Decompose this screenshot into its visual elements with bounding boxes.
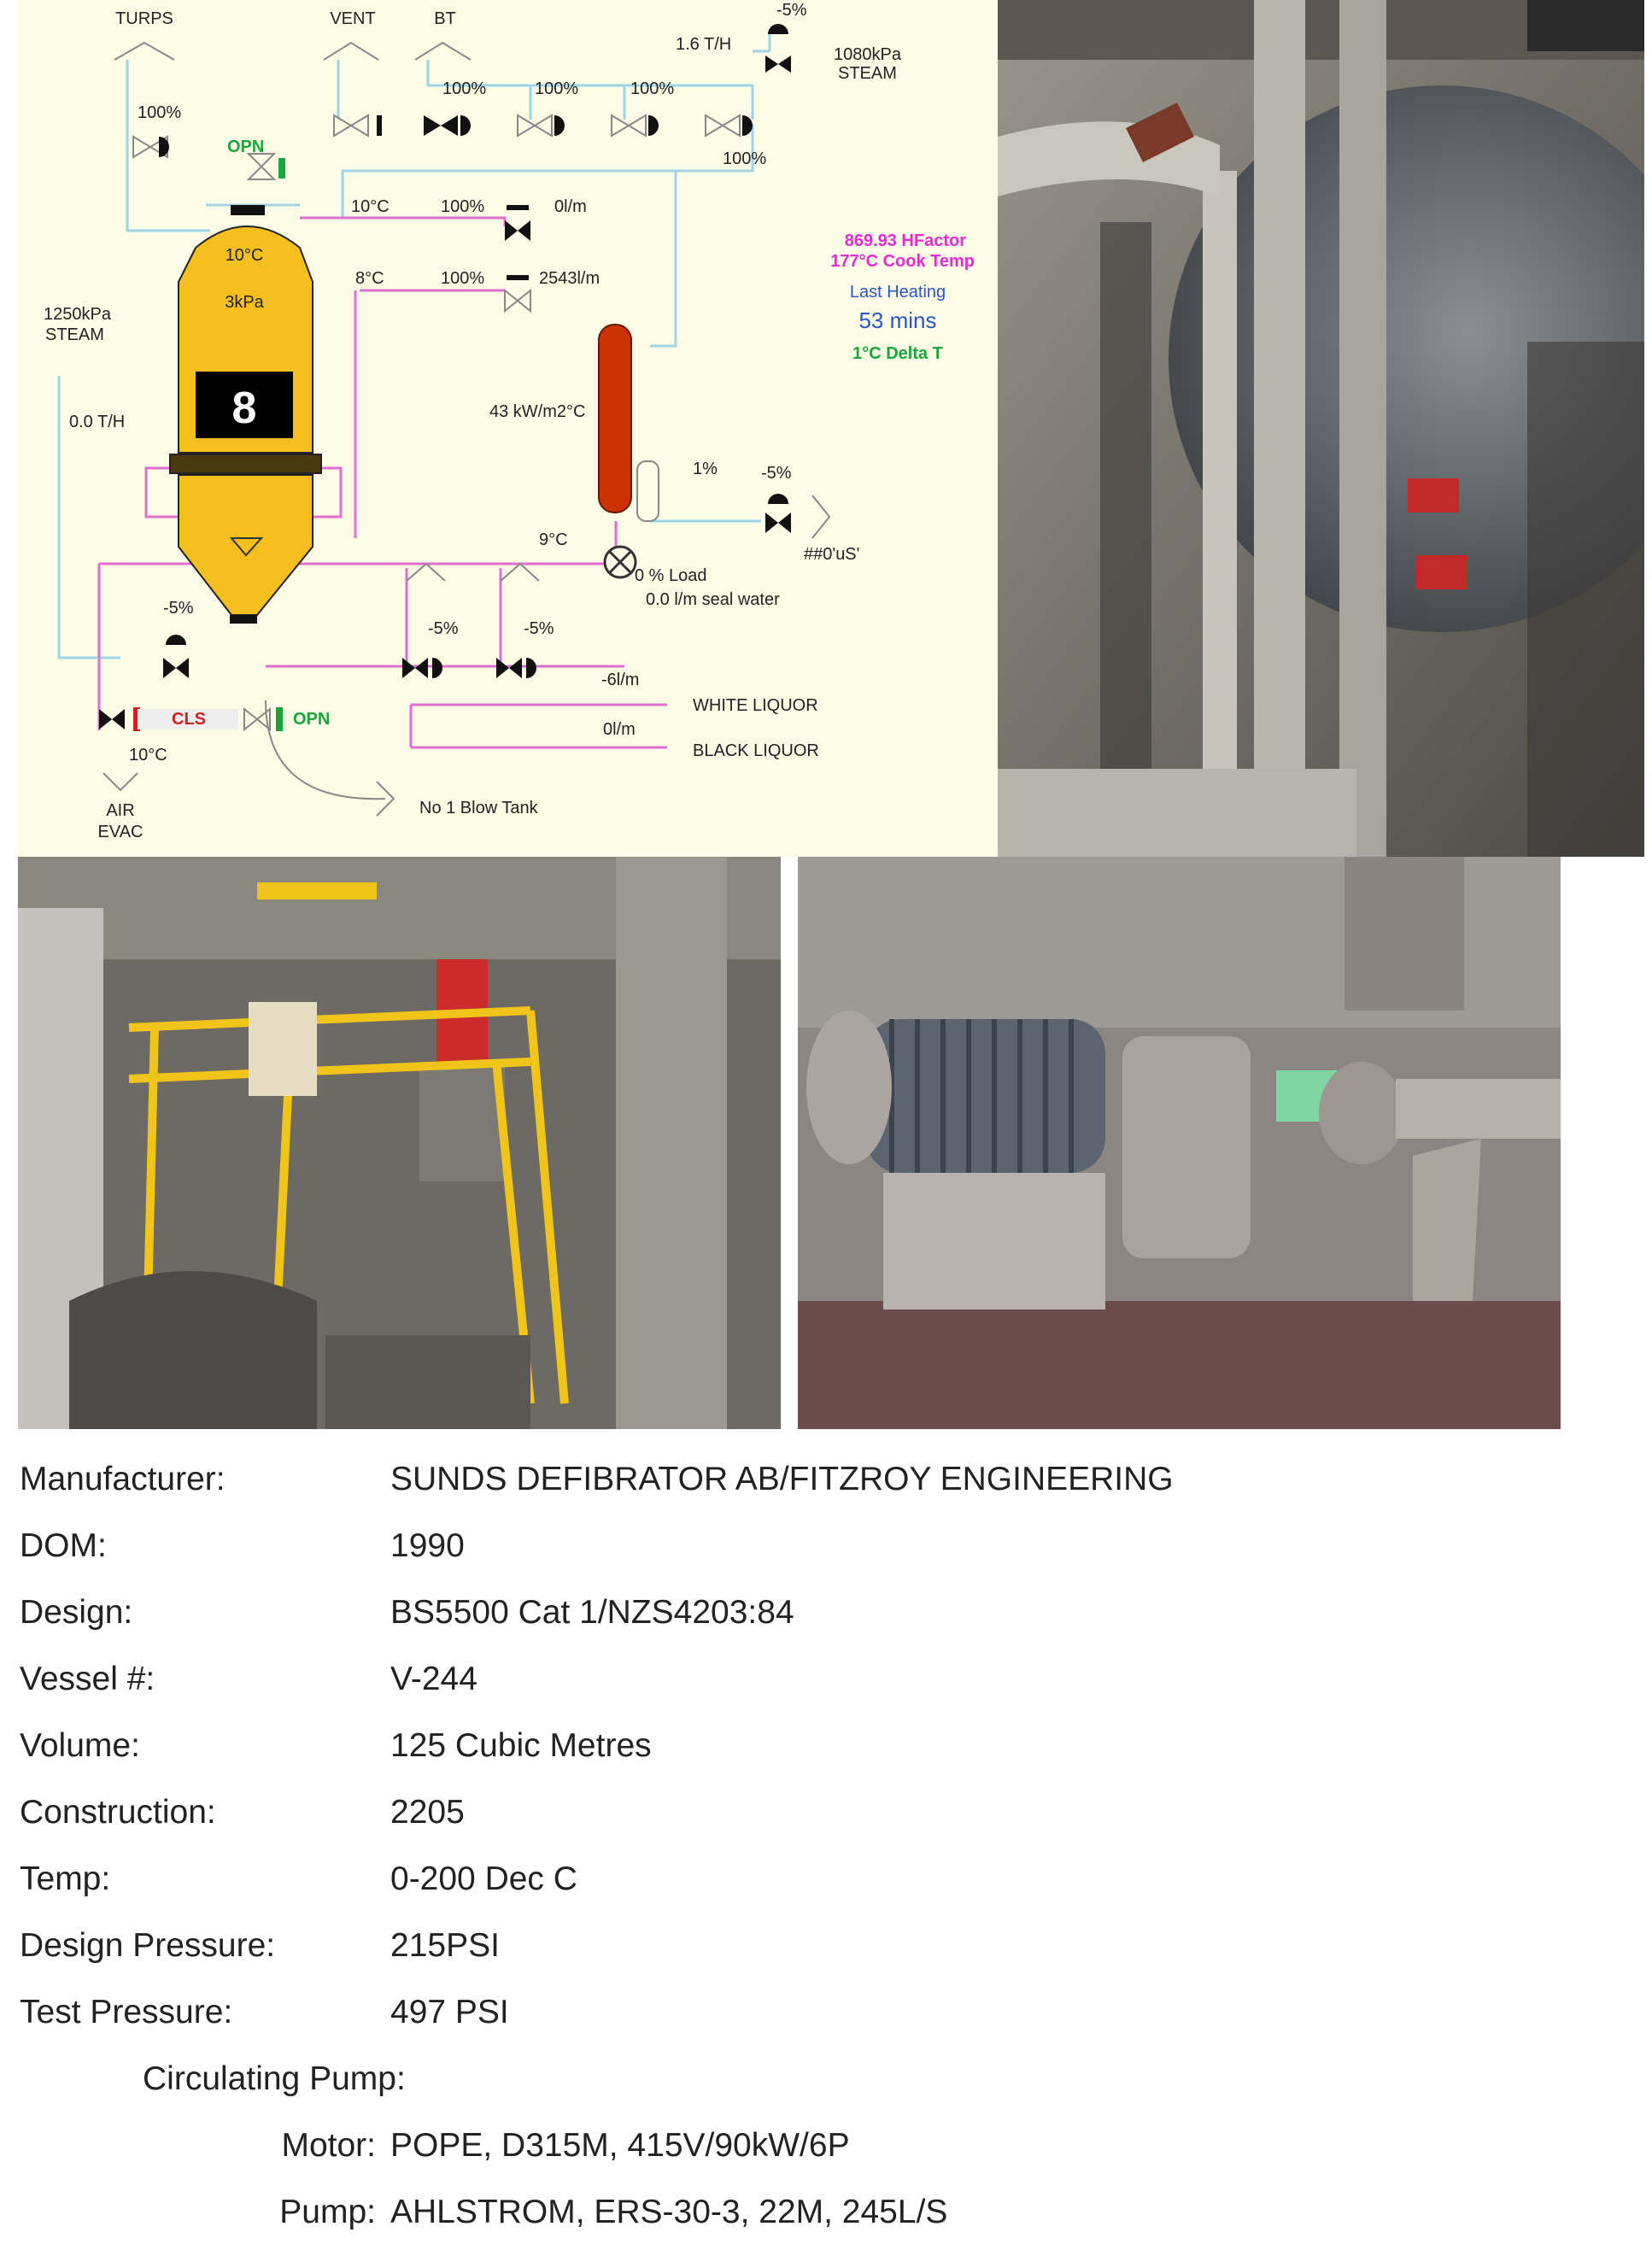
pump-heading: Circulating Pump: [143, 2060, 406, 2097]
label-flow-0: 0l/m [554, 197, 587, 216]
label-opn-top: OPN [227, 138, 265, 156]
motor-value: POPE, D315M, 415V/90kW/6P [390, 2127, 850, 2164]
label-flow-2543: 2543l/m [539, 269, 600, 288]
label-vent: VENT [330, 9, 376, 28]
spec-label-design-pressure: Design Pressure: [20, 1927, 276, 1964]
pump-label: Pump: [279, 2194, 376, 2230]
label-steam-1250: 1250kPa [44, 305, 111, 324]
spec-value-construction: 2205 [390, 1794, 465, 1831]
label-vessel-press: 3kPa [225, 293, 264, 312]
label-pct-e: 100% [441, 197, 485, 216]
spec-label-temp: Temp: [20, 1860, 111, 1897]
label-neg5-right: -5% [761, 464, 792, 483]
label-t9: 9°C [539, 530, 568, 549]
label-steam-flow-top: 1.6 T/H [676, 35, 732, 54]
label-vessel-temp: 10°C [225, 246, 264, 265]
label-evac: EVAC [97, 823, 144, 841]
spec-label-test-pressure: Test Pressure: [20, 1994, 233, 2030]
label-pct-f: 100% [441, 269, 485, 288]
process-diagram [18, 0, 998, 857]
spec-label-manufacturer: Manufacturer: [20, 1461, 226, 1497]
spec-label-design: Design: [20, 1594, 133, 1631]
spec-label-volume: Volume: [20, 1727, 140, 1764]
label-turps: TURPS [115, 9, 173, 28]
label-pct-1: 1% [693, 460, 718, 478]
label-last-heating: Last Heating [849, 283, 946, 302]
spec-value-design-pressure: 215PSI [390, 1927, 500, 1964]
label-pct-c: 100% [630, 79, 675, 98]
label-t8: 8°C [355, 269, 384, 288]
spec-value-temp: 0-200 Dec C [390, 1860, 577, 1897]
label-cook-temp: 177°C Cook Temp [830, 252, 975, 271]
label-steam-flow-left: 0.0 T/H [69, 413, 126, 431]
label-neg5-top: -5% [776, 1, 807, 20]
pump-value: AHLSTROM, ERS-30-3, 22M, 245L/S [390, 2194, 948, 2230]
label-neg5-mid1: -5% [428, 619, 459, 638]
spec-value-test-pressure: 497 PSI [390, 1994, 509, 2030]
spec-value-design: BS5500 Cat 1/NZS4203:84 [390, 1594, 794, 1631]
label-flow-0b: 0l/m [603, 720, 636, 739]
label-bt: BT [434, 9, 456, 28]
digester-vessel-photo [998, 0, 1644, 857]
label-pct-d: 100% [723, 149, 767, 168]
label-steam-word-left: STEAM [45, 325, 104, 344]
label-t10: 10°C [351, 197, 390, 216]
label-pct-a: 100% [442, 79, 487, 98]
label-opn-bottom: OPN [293, 710, 331, 729]
label-us-readout: ##0'uS' [804, 545, 860, 564]
circulating-pump-photo [798, 857, 1561, 1429]
label-neg5-left: -5% [163, 599, 194, 618]
label-cls: CLS [172, 710, 206, 729]
spec-label-vessel-number: Vessel #: [20, 1661, 155, 1697]
vessel-number: 8 [231, 384, 257, 433]
valve-platform-photo [18, 857, 781, 1429]
spec-label-dom: DOM: [20, 1527, 107, 1564]
motor-label: Motor: [281, 2127, 376, 2164]
label-steam-word-top: STEAM [838, 64, 897, 83]
label-blow-tank: No 1 Blow Tank [419, 799, 538, 817]
spec-value-volume: 125 Cubic Metres [390, 1727, 652, 1764]
spec-label-construction: Construction: [20, 1794, 216, 1831]
label-air: AIR [106, 801, 135, 820]
label-t10-bottom: 10°C [129, 746, 167, 765]
label-heat-flux: 43 kW/m2°C [489, 402, 586, 421]
label-seal-water: 0.0 l/m seal water [646, 590, 780, 609]
spec-value-vessel-number: V-244 [390, 1661, 477, 1697]
spec-value-manufacturer: SUNDS DEFIBRATOR AB/FITZROY ENGINEERING [390, 1461, 1174, 1497]
label-black-liquor: BLACK LIQUOR [693, 741, 819, 760]
label-neg5-mid2: -5% [524, 619, 554, 638]
label-hfactor: 869.93 HFactor [844, 231, 966, 250]
label-mins: 53 mins [858, 308, 937, 333]
label-white-liquor: WHITE LIQUOR [693, 696, 818, 715]
label-delta-t: 1°C Delta T [852, 344, 943, 363]
label-pct-turps: 100% [138, 103, 182, 122]
label-steam-1080: 1080kPa [834, 45, 901, 64]
label-load: 0 % Load [635, 566, 707, 585]
spec-value-dom: 1990 [390, 1527, 465, 1564]
label-flow-neg6: -6l/m [601, 671, 640, 689]
label-pct-b: 100% [535, 79, 579, 98]
